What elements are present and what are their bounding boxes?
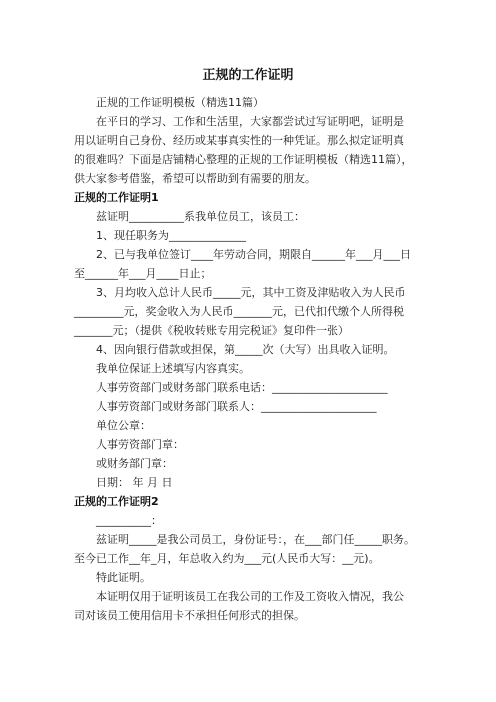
certificate-line: 日期： 年 月 日 [74,476,173,489]
certificate-line: 人事劳资部门章： [74,438,184,451]
document-title: 正规的工作证明 [202,68,294,83]
intro-paragraph-line: 的很难吗？下面是店铺精心整理的正规的工作证明模板（精选11篇）， [74,153,413,166]
intro-paragraph-line: 用以证明自己身份、经历或某事真实性的一种凭证。那么拟定证明真 [74,134,404,147]
certificate-line: 人事劳资部门或财务部门联系人：_____________________ [74,400,377,413]
certificate-line: 特此证明。 [74,571,151,584]
certificate-line: 至今已工作__年_月，年总收入约为___元(人民币大写：__元)。 [74,552,380,565]
intro-paragraph-line: 在平日的学习、工作和生活里，大家都尝试过写证明吧，证明是 [74,115,404,128]
certificate-line: 单位公章： [74,419,151,432]
certificate-line: 至______年___月____日止； [74,267,212,280]
section-heading-2: 正规的工作证明2 [74,495,159,508]
certificate-line: 3、月均收入总计人民币_____元，其中工资及津贴收入为人民币 [74,286,406,299]
section-heading-1: 正规的工作证明1 [74,191,159,204]
certificate-line: 2、已与我单位签订____年劳动合同，期限自______年___月___日 [74,248,411,261]
certificate-line: 兹证明_____是我公司员工，身份证号：，在___部门任_____职务。 [74,533,415,546]
certificate-line: 4、因向银行借款或担保，第_____次（大写）出具收入证明。 [74,343,395,356]
certificate-line: 1、现任职务为______________ [74,229,246,242]
certificate-line: 本证明仅用于证明该员工在我公司的工作及工资收入情况，我公 [74,590,404,603]
certificate-line: 司对该员工使用信用卡不承担任何形式的担保。 [74,609,305,622]
certificate-line: _________元，奖金收入为人民币_______元，已代扣代缴个人所得税 [74,305,404,318]
certificate-line: 或财务部门章： [74,457,173,470]
intro-line: 正规的工作证明模板（精选11篇） [74,96,264,109]
intro-paragraph-line: 供大家参考借鉴，希望可以帮助到有需要的朋友。 [74,172,316,185]
certificate-line: 人事劳资部门或财务部门联系电话：_____________________ [74,381,388,394]
certificate-line: 我单位保证上述填写内容真实。 [74,362,250,375]
certificate-line: 兹证明__________系我单位员工，该员工： [74,210,305,223]
certificate-line: __________： [74,514,162,527]
certificate-line: _______元；（提供《税收转账专用完税证》复印件一张） [74,324,349,337]
